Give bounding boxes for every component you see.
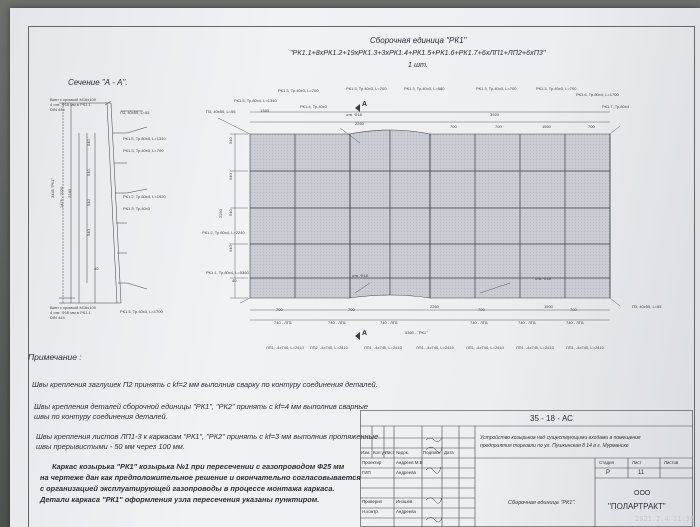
sheet-label: ЛП1, -4х740, L=2410 bbox=[566, 345, 604, 350]
plan-dim-bottom: 740 - ЛП1 bbox=[470, 320, 488, 325]
sheet-title: Сборочная единица "РК1". bbox=[508, 500, 576, 506]
plan-dim-top: 700 bbox=[495, 124, 502, 129]
plan-callout: РК1.3, Тр.40х3, L=700 bbox=[346, 86, 387, 91]
plan-callout: РК1.2, Тр.80х4, L=2240 bbox=[202, 230, 245, 235]
section-dim: 2475 - 2220 bbox=[59, 186, 64, 208]
section-callout: РК1.3, Тр.40х3, L=700 bbox=[123, 148, 164, 153]
role-label: Проверил bbox=[362, 499, 383, 504]
col-header: Дата bbox=[444, 450, 454, 455]
cut-mark-bottom: А bbox=[362, 330, 368, 337]
plan-dim-bottom: 2260 bbox=[430, 304, 439, 309]
section-callout: Винт с кромкой М16х100 bbox=[50, 305, 96, 310]
sheet-label: ЛП1, -4х740, L=2410 bbox=[466, 345, 504, 350]
plan-callout: РК1.3, Тр.40х3, L=700 bbox=[536, 86, 577, 91]
plan-dim-bottom: 1500 bbox=[544, 304, 553, 309]
plan-dim-bottom: 740 - ЛП1 bbox=[274, 320, 292, 325]
col-header: Изм. bbox=[361, 450, 371, 455]
plan-dim-top: 700 bbox=[450, 124, 457, 129]
plan-dim-top: 1340 bbox=[260, 108, 269, 113]
note-line: Швы крепления заглушек П2 принять с kf=2 мм выполнив сварку по контуру соединения деталей. bbox=[32, 380, 378, 389]
person-name: Андреева bbox=[396, 509, 416, 514]
section-callout: П3, 40х55, L=55 bbox=[120, 110, 150, 115]
sheet-label: ЛП1, -4х740, L=2410 bbox=[516, 345, 554, 350]
note-line: швы по контуру соединения деталей. bbox=[34, 412, 168, 421]
section-callout: DIN 444 bbox=[50, 107, 65, 112]
role-label: Н.контр. bbox=[362, 509, 379, 514]
plan-callout: отв. Ф18 bbox=[346, 112, 362, 117]
section-callout: РК1.5, Тр.40х3, L=1700 bbox=[120, 309, 163, 314]
project-title: предприятия торговли по ул. Пушкинская 8 14 в г. Мурманске bbox=[480, 443, 629, 449]
stage-value: Р bbox=[606, 470, 611, 476]
assembly-title: Сборочная единица "РК1" bbox=[370, 36, 467, 45]
plan-dim-left: 2250 bbox=[218, 209, 223, 218]
note-line: на чертеже дан как предположительное решение и окончательно согласовывается bbox=[40, 473, 361, 482]
col-header: Подпись bbox=[423, 450, 441, 455]
plan-callout: РК1.3, Тр.40х3, L=700 bbox=[476, 86, 517, 91]
sheet-number: 11 bbox=[638, 470, 645, 476]
plan-dim-left: 40 bbox=[232, 278, 237, 283]
plan-dim-bottom: 700 bbox=[348, 307, 355, 312]
plan-dim-left: 540 bbox=[228, 245, 233, 252]
col-header: Лист bbox=[385, 450, 395, 455]
section-callout: РК1.2, Тр.80х4, L=1920 bbox=[123, 194, 166, 199]
company-line-2: "ПОЛАРТРАКТ" bbox=[608, 502, 666, 511]
sheet-label: ЛП2, -4х740, L=2410 bbox=[310, 345, 348, 350]
plan-callout: РК1.1, Тр.80х4, L=5360 bbox=[206, 270, 249, 275]
person-name: Андреева bbox=[396, 470, 416, 475]
section-dim: 2240 bbox=[67, 189, 72, 198]
note-line: Каркас козырька "РК1" козырька №1 при пересечении с газопроводом Ф25 мм bbox=[52, 462, 345, 471]
person-name: Иношев bbox=[396, 499, 413, 504]
plan-dim-bottom: 740 - ЛП1 bbox=[566, 320, 584, 325]
assembly-quantity: 1 шт. bbox=[408, 60, 428, 69]
plan-dim-left: 540 bbox=[228, 173, 233, 180]
stage-header: Листов bbox=[664, 460, 679, 465]
plan-dim-top: 1550 bbox=[542, 124, 551, 129]
section-dim: 540 bbox=[86, 199, 91, 206]
plan-dim-top: 3920 bbox=[490, 112, 499, 117]
plan-callout: РК1.3, Тр.40х3, L=680 bbox=[404, 86, 445, 91]
project-title: Устройство козырьков над существующими входами в помещения bbox=[480, 435, 641, 441]
plan-dim-left: 540 bbox=[228, 209, 233, 216]
plan-dim-bottom: 740 - ЛП1 bbox=[328, 320, 346, 325]
section-dim: 540 bbox=[86, 169, 91, 176]
section-callout: Винт с кромкой М16х100 bbox=[50, 97, 96, 102]
plan-callout: РК1.5, Тр.80х4, L=1340 bbox=[234, 98, 277, 103]
plan-dim-bottom: 700 bbox=[478, 307, 485, 312]
note-line: Швы крепления деталей сборочной единицы "РК1", "РК2" принять с kf=4 мм выполнив сварные bbox=[34, 402, 368, 411]
plan-dim-bottom: 740 - ЛП1 bbox=[380, 320, 398, 325]
section-dim: 540 bbox=[86, 139, 91, 146]
plan-dim-bottom: 700 bbox=[276, 307, 283, 312]
assembly-formula: "РК1.1+8хРК1.2+19хРК1.3+3хРК1.4+РК1.5+РК1.6+РК1.7+6хЛП1+ЛП2+6хП3" bbox=[290, 48, 546, 57]
col-header: Кол.уч. bbox=[373, 450, 388, 455]
section-callout: 4 отв. Ф16 мм в РК1.1 bbox=[50, 102, 91, 107]
note-line: Детали каркаса "РК1" оформления узла пересечения указаны пунктиром. bbox=[40, 495, 320, 504]
drawing-sheet bbox=[10, 8, 700, 527]
plan-callout: РК1.7, Тр.80х4 bbox=[602, 104, 630, 109]
role-label: ГИП bbox=[362, 470, 371, 475]
section-label: Сечение "А - А". bbox=[68, 78, 128, 87]
role-label: Проектир bbox=[362, 460, 382, 465]
section-dim: 540 bbox=[86, 229, 91, 236]
stage-header: Стадия bbox=[599, 460, 614, 465]
plan-dim-top: 700 bbox=[588, 124, 595, 129]
section-dim: 3445 "РК1" bbox=[50, 177, 55, 198]
plan-dim-bottom: 5360 - "РК1" bbox=[405, 330, 428, 335]
plan-dim-left: 540 bbox=[228, 137, 233, 144]
sheet-label: ЛП1, -4х740, L=2410 bbox=[266, 345, 304, 350]
note-line: швы прерывистыми - 50 мм через 100 мм. bbox=[36, 442, 185, 451]
plan-callout: отв. Ф18 bbox=[535, 276, 551, 281]
doc-code: 35 - 18 - АС bbox=[530, 414, 573, 423]
plan-dim-top: 2260 bbox=[355, 121, 364, 126]
section-callout: РК1.5, Тр.80х4, L=1340 bbox=[123, 136, 166, 141]
sheet-label: ЛП1, -4х740, L=2410 bbox=[416, 345, 454, 350]
notes-heading: Примечание : bbox=[28, 352, 82, 362]
plan-callout: отв. Ф18 bbox=[352, 273, 368, 278]
stage-header: Лист bbox=[632, 460, 642, 465]
right-mark: П3, 40х55, L=55 bbox=[632, 304, 662, 309]
section-dim: 40 bbox=[94, 266, 99, 271]
note-line: Швы крепления листов ЛП1-3 к каркасам "РК1", "РК2" принять с kf=3 мм выполнив протяженные bbox=[36, 432, 379, 441]
col-header: №док. bbox=[396, 450, 409, 455]
plan-dim-bottom: 740 - ЛП1 bbox=[518, 320, 536, 325]
plan-dim-bottom: 700 bbox=[570, 307, 577, 312]
plan-callout: РК1.4, Тр.40х3 bbox=[300, 104, 328, 109]
plan-callout: РК1.6, Тр.80х4, L=1700 bbox=[576, 92, 619, 97]
plan-callout: П3, 40х55, L=55 bbox=[206, 109, 236, 114]
person-name: Андреев М.В bbox=[396, 460, 423, 465]
plan-callout: РК1.3, Тр.40х3, L=700 bbox=[278, 88, 319, 93]
section-callout: РК1.3, Тр.40х3 bbox=[123, 206, 151, 211]
note-line: с организацией эксплуатирующей газопроводы в процессе монтажа каркаса. bbox=[40, 484, 335, 493]
company-line-1: ООО bbox=[634, 490, 651, 497]
photo-timestamp: 2021.2.4 11:36 bbox=[634, 515, 694, 523]
section-callout: 4 отв. Ф16 мм в РК1.1 bbox=[50, 310, 91, 315]
section-callout: DIN 444 bbox=[50, 315, 65, 320]
sheet-label: ЛП1, -4х740, L=2410 bbox=[364, 345, 402, 350]
cut-mark-top: А bbox=[362, 101, 368, 108]
